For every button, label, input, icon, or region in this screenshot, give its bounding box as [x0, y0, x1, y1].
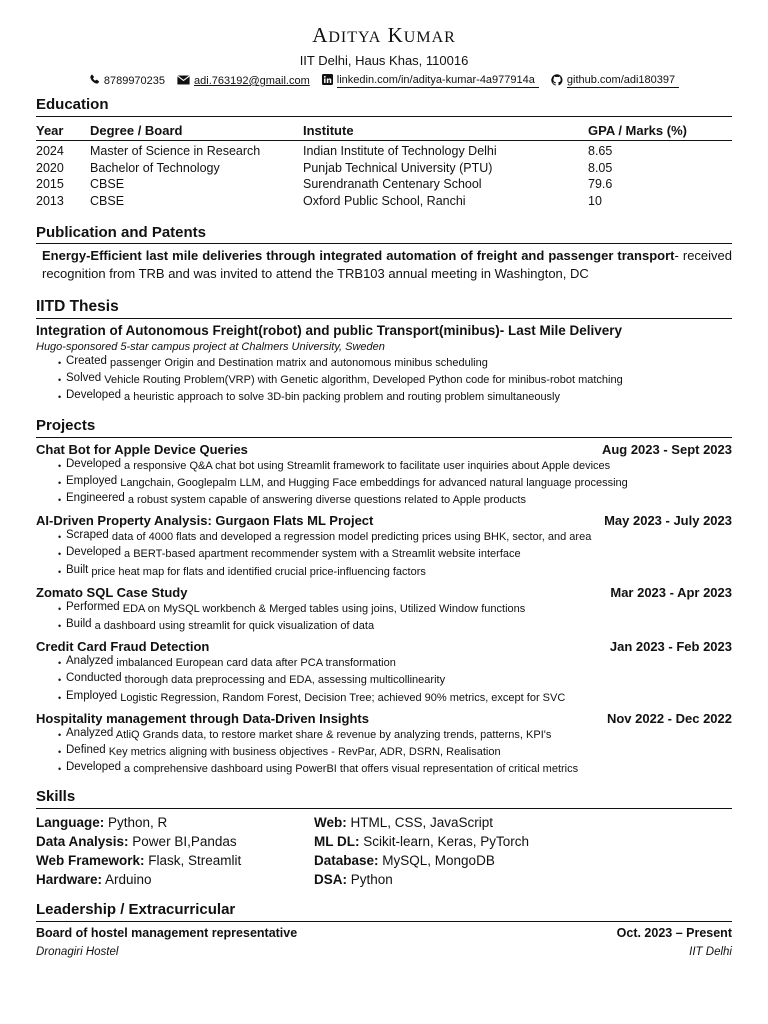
publication-description: - received recognition from TRB and was invited to attend the TRB103 annual meeting in Washington, DC	[42, 248, 732, 281]
github-contact[interactable]	[551, 74, 679, 89]
envelope-icon	[177, 75, 190, 88]
skills-grid	[36, 813, 732, 889]
education-title: Education	[36, 96, 732, 117]
degree-cell: Bachelor of Technology	[90, 160, 220, 175]
resume-page	[36, 22, 732, 961]
name-first-rest: DITYA	[328, 29, 382, 46]
list-item: • Built price heat map for flats and identified crucial price-influencing factors	[58, 564, 732, 581]
skill-item: Web Framework: Flask, Streamlit	[36, 853, 242, 869]
list-item: • Scraped data of 4000 flats and developed a regression model predicting prices using BHK, sector, and area	[58, 529, 732, 546]
header-degree: Degree / Board	[90, 123, 183, 138]
project-entry	[36, 638, 732, 707]
thesis-subtitle: Hugo-sponsored 5-star campus project at Chalmers University, Sweden	[36, 341, 385, 353]
degree-cell: CBSE	[90, 177, 125, 191]
project-date: Nov 2022 - Dec 2022	[606, 710, 732, 726]
year-cell: 2013	[36, 193, 64, 208]
project-entry	[36, 710, 732, 779]
institute-cell: Oxford Public School, Ranchi	[303, 193, 466, 208]
gpa-cell: 8.05	[588, 160, 613, 175]
table-row	[36, 193, 732, 210]
projects-title: Projects	[36, 417, 732, 438]
leadership-role: Board of hostel management representative	[36, 926, 298, 941]
project-entry	[36, 441, 732, 510]
leadership-date: Oct. 2023 – Present	[616, 926, 732, 941]
gpa-cell: 8.65	[588, 144, 613, 158]
list-item: • Developed a responsive Q&A chat bot using Streamlit framework to facilitate user inquiries about Apple devices	[58, 458, 732, 475]
skill-item: Hardware: Arduino	[36, 872, 152, 888]
project-date: Mar 2023 - Apr 2023	[610, 584, 732, 600]
project-entry	[36, 584, 732, 635]
publication-title: Publication and Patents	[36, 224, 207, 241]
year-cell: 2020	[36, 160, 64, 175]
name-last-initial: K	[387, 23, 404, 47]
list-item: • Developed a comprehensive dashboard using PowerBI that offers visual representation of critical metrics	[58, 761, 732, 778]
contact-bar	[36, 73, 732, 89]
institute-cell: Surendranath Centenary School	[303, 177, 482, 191]
list-item: • Employed Logistic Regression, Random Forest, Decision Tree; achieved 90% metrics, except for SVC	[58, 690, 732, 707]
name-last-rest: UMAR	[403, 29, 456, 46]
skill-item: ML DL: Scikit-learn, Keras, PyTorch	[314, 834, 530, 850]
project-name: Credit Card Fraud Detection	[36, 639, 210, 655]
phone-icon	[89, 74, 100, 88]
skill-item: Web: HTML, CSS, JavaScript	[314, 815, 494, 831]
project-name: Zomato SQL Case Study	[36, 584, 188, 600]
project-entry	[36, 512, 732, 581]
project-date: Aug 2023 - Sept 2023	[601, 441, 732, 457]
table-row	[36, 141, 732, 160]
linkedin-link[interactable]: linkedin.com/in/aditya-kumar-4a977914a	[337, 74, 539, 88]
leadership-org-row	[36, 943, 732, 961]
candidate-name	[36, 22, 732, 51]
leadership-title: Leadership / Extracurricular	[36, 901, 732, 922]
skill-item: DSA: Python	[314, 872, 393, 888]
list-item: • Defined Key metrics aligning with business objectives - RevPar, ADR, DSRN, Realisation	[58, 744, 732, 761]
degree-cell: Master of Science in Research	[90, 144, 261, 158]
name-first-initial: A	[312, 23, 329, 47]
linkedin-contact[interactable]	[322, 74, 539, 88]
projects-section	[36, 417, 732, 779]
phone-number: 8789970235	[103, 75, 166, 87]
github-link[interactable]: github.com/adi180397	[567, 74, 679, 88]
publication-entry	[36, 243, 732, 283]
publication-title-text: Energy-Efficient last mile deliveries through integrated automation of freight and passenger transport	[42, 248, 675, 263]
year-cell: 2015	[36, 177, 64, 191]
table-row	[36, 160, 732, 177]
linkedin-icon	[322, 74, 333, 88]
list-item: • Solved Vehicle Routing Problem(VRP) with Genetic algorithm, Developed Python code for minibus-robot matching	[58, 372, 732, 389]
project-name: Chat Bot for Apple Device Queries	[36, 441, 248, 457]
list-item: • Analyzed imbalanced European card data after PCA transformation	[58, 655, 732, 672]
gpa-cell: 79.6	[588, 177, 613, 191]
list-item: • Build a dashboard using streamlit for quick visualization of data	[58, 618, 732, 635]
leadership-section	[36, 901, 732, 961]
institute-cell: Punjab Technical University (PTU)	[303, 160, 493, 175]
table-row	[36, 176, 732, 193]
project-date: May 2023 - July 2023	[604, 513, 732, 529]
skill-item: Database: MySQL, MongoDB	[314, 853, 495, 869]
list-item: • Engineered a robust system capable of answering diverse questions related to Apple products	[58, 492, 732, 509]
header-gpa: GPA / Marks (%)	[588, 123, 687, 138]
education-table	[36, 122, 732, 209]
thesis-section-title: IITD Thesis	[36, 298, 732, 319]
degree-cell: CBSE	[90, 193, 125, 208]
list-item: • Analyzed AtliQ Grands data, to restore market share & revenue by analyzing trends, patterns, KPI's	[58, 727, 732, 744]
institute-cell: Indian Institute of Technology Delhi	[303, 144, 497, 158]
list-item: • Performed EDA on MySQL workbench & Merged tables using joins, Utilized Window functions	[58, 601, 732, 618]
github-icon	[551, 74, 563, 89]
skills-section	[36, 788, 732, 889]
publication-section	[36, 224, 732, 283]
email-contact[interactable]	[177, 75, 310, 88]
skill-item: Data Analysis: Power BI,Pandas	[36, 834, 237, 850]
header-year: Year	[36, 123, 64, 138]
thesis-section	[36, 298, 732, 407]
project-date: Jan 2023 - Feb 2023	[609, 639, 732, 655]
gpa-cell: 10	[588, 193, 602, 208]
project-name: Hospitality management through Data-Driven Insights	[36, 710, 369, 726]
leadership-location: IIT Delhi	[689, 946, 732, 959]
project-name: AI-Driven Property Analysis: Gurgaon Flats ML Project	[36, 513, 374, 529]
address: IIT Delhi, Haus Khas, 110016	[299, 53, 469, 68]
list-item: • Employed Langchain, Googlepalm LLM, and Hugging Face embeddings for advanced natural language processing	[58, 475, 732, 492]
list-item: • Conducted thorough data preprocessing and EDA, assessing multicollinearity	[58, 672, 732, 689]
header-institute: Institute	[303, 123, 354, 138]
skills-title: Skills	[36, 788, 732, 809]
leadership-role-row	[36, 924, 732, 943]
year-cell: 2024	[36, 144, 64, 158]
education-section	[36, 96, 732, 209]
thesis-bullets	[58, 355, 732, 407]
list-item: • Developed a BERT-based apartment recommender system with a Streamlit website interface	[58, 546, 732, 563]
leadership-org: Dronagiri Hostel	[36, 946, 119, 959]
thesis-heading: Integration of Autonomous Freight(robot) and public Transport(minibus)- Last Mile Delivery	[36, 323, 623, 338]
list-item: • Created passenger Origin and Destination matrix and autonomous minibus scheduling	[58, 355, 732, 372]
education-header-row	[36, 122, 732, 141]
email-link[interactable]: adi.763192@gmail.com	[194, 75, 310, 87]
list-item: • Developed a heuristic approach to solve 3D-bin packing problem and routing problem simultaneously	[58, 389, 732, 406]
phone-contact	[89, 74, 165, 88]
skill-item: Language: Python, R	[36, 815, 168, 831]
